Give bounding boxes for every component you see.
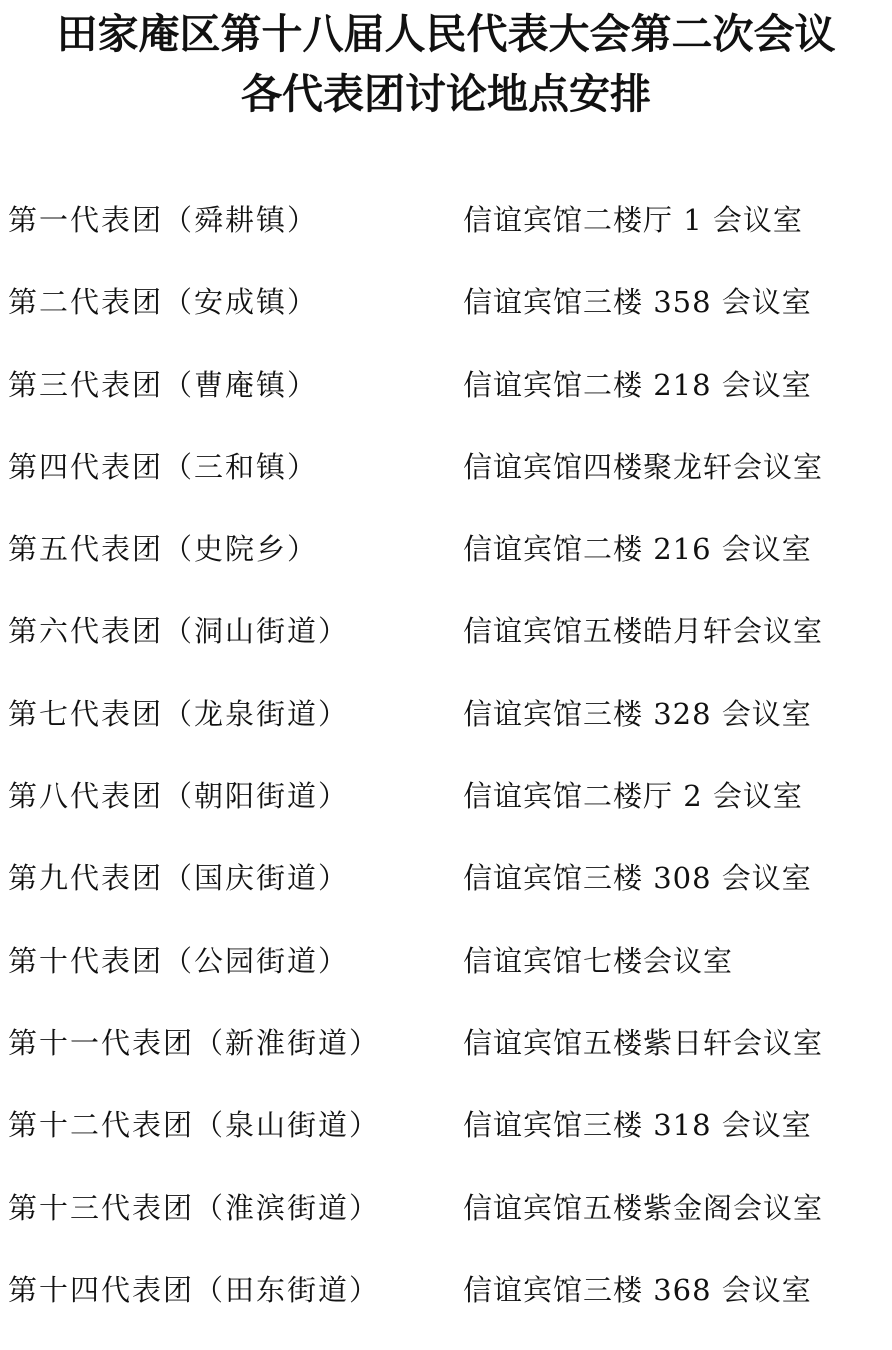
document-title xyxy=(0,4,892,124)
delegation-name: 第七代表团（龙泉街道） xyxy=(8,696,350,731)
meeting-venue: 信谊宾馆三楼 328 会议室 xyxy=(463,696,812,731)
list-item xyxy=(0,684,892,766)
meeting-venue: 信谊宾馆五楼紫日轩会议室 xyxy=(463,1025,824,1060)
delegation-name: 第十四代表团（田东街道） xyxy=(8,1272,381,1307)
delegation-name: 第四代表团（三和镇） xyxy=(8,449,319,484)
title-line-2: 各代表团讨论地点安排 xyxy=(241,70,651,118)
meeting-venue: 信谊宾馆三楼 308 会议室 xyxy=(463,861,812,896)
meeting-venue: 信谊宾馆三楼 318 会议室 xyxy=(463,1108,812,1143)
delegation-name: 第八代表团（朝阳街道） xyxy=(8,779,350,814)
meeting-venue: 信谊宾馆三楼 358 会议室 xyxy=(463,285,812,320)
list-item xyxy=(0,519,892,601)
meeting-venue: 信谊宾馆二楼厅 2 会议室 xyxy=(463,779,803,814)
list-item xyxy=(0,1178,892,1260)
list-item xyxy=(0,272,892,354)
delegation-name: 第十二代表团（泉山街道） xyxy=(8,1108,381,1143)
meeting-venue: 信谊宾馆二楼厅 1 会议室 xyxy=(463,203,803,237)
delegation-name: 第十代表团（公园街道） xyxy=(8,943,350,978)
meeting-venue: 信谊宾馆五楼皓月轩会议室 xyxy=(463,614,824,649)
delegation-venue-list xyxy=(0,190,892,1342)
meeting-venue: 信谊宾馆二楼 218 会议室 xyxy=(463,367,812,402)
delegation-name: 第十三代表团（淮滨街道） xyxy=(8,1190,381,1225)
list-item xyxy=(0,848,892,930)
delegation-name: 第一代表团（舜耕镇） xyxy=(8,203,319,237)
list-item xyxy=(0,1013,892,1095)
list-item xyxy=(0,931,892,1013)
delegation-name: 第六代表团（洞山街道） xyxy=(8,614,350,649)
meeting-venue: 信谊宾馆七楼会议室 xyxy=(463,943,734,978)
list-item xyxy=(0,1260,892,1342)
delegation-name: 第二代表团（安成镇） xyxy=(8,285,319,320)
meeting-venue: 信谊宾馆三楼 368 会议室 xyxy=(463,1272,812,1307)
list-item xyxy=(0,190,892,272)
list-item xyxy=(0,437,892,519)
delegation-name: 第九代表团（国庆街道） xyxy=(8,861,350,896)
delegation-name: 第三代表团（曹庵镇） xyxy=(8,367,319,402)
list-item xyxy=(0,355,892,437)
delegation-name: 第十一代表团（新淮街道） xyxy=(8,1025,381,1060)
list-item xyxy=(0,1095,892,1177)
list-item xyxy=(0,601,892,683)
meeting-venue: 信谊宾馆五楼紫金阁会议室 xyxy=(463,1190,824,1225)
delegation-name: 第五代表团（史院乡） xyxy=(8,532,319,567)
meeting-venue: 信谊宾馆四楼聚龙轩会议室 xyxy=(463,449,824,484)
list-item xyxy=(0,766,892,848)
meeting-venue: 信谊宾馆二楼 216 会议室 xyxy=(463,532,812,567)
title-line-1: 田家庵区第十八届人民代表大会第二次会议 xyxy=(56,10,836,58)
